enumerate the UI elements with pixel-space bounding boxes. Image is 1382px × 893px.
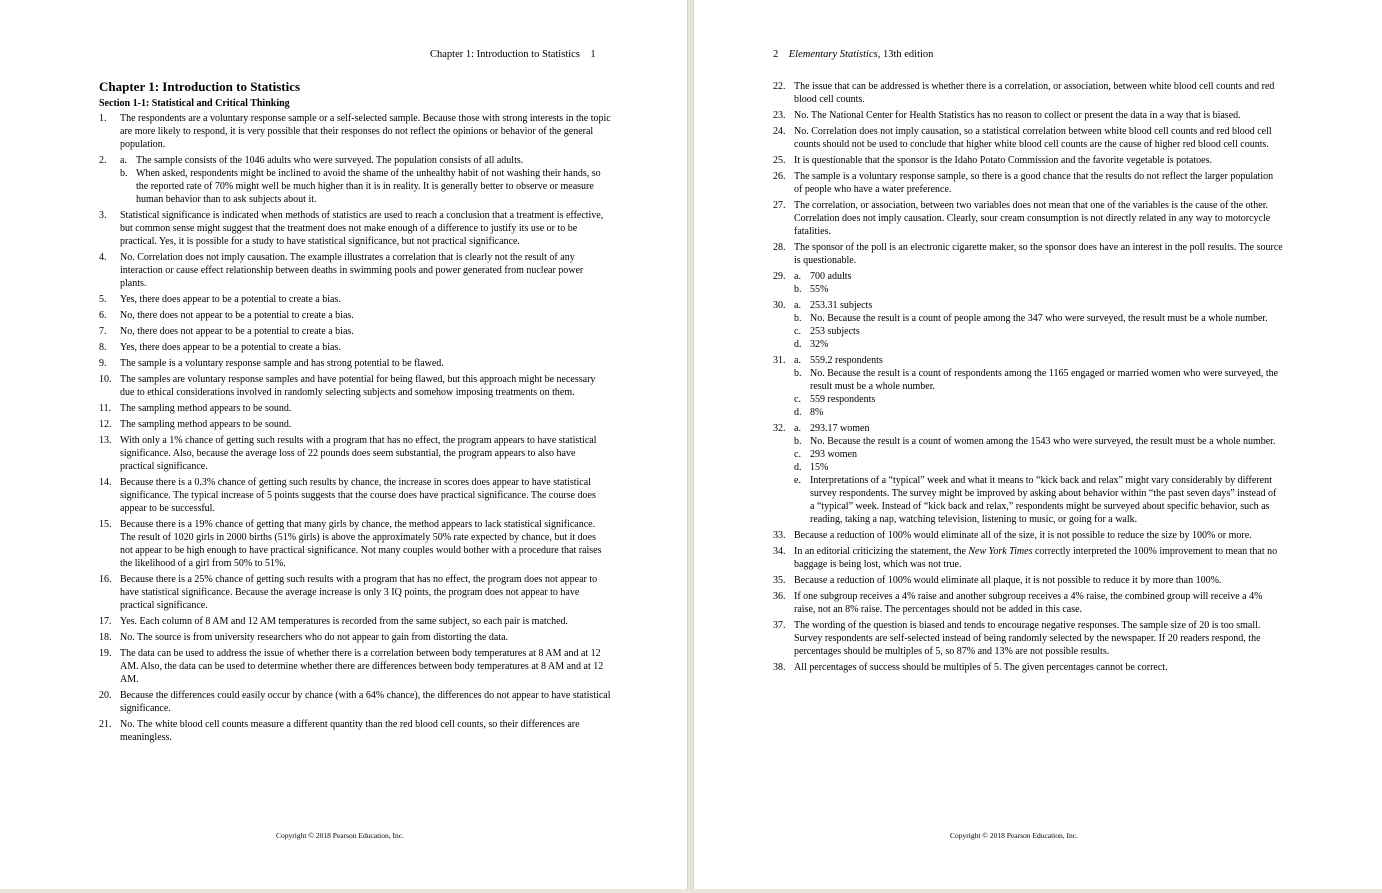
item-text: Yes, there does appear to be a potential to create a bias. <box>120 294 341 305</box>
item-number: 36. <box>773 591 786 602</box>
sub-item <box>794 448 1283 461</box>
item-text: Yes, there does appear to be a potential to create a bias. <box>120 342 341 353</box>
publication-title: New York Times <box>968 546 1033 557</box>
sub-item-text: 32% <box>810 339 829 350</box>
sub-item-text: 700 adults <box>810 271 852 282</box>
item-number: 31. <box>773 355 786 366</box>
list-item <box>773 299 1283 351</box>
sub-item-text: The sample consists of the 1046 adults who were surveyed. The population consists of all adults. <box>136 155 524 166</box>
item-text: The sample is a voluntary response sample and has strong potential to be flawed. <box>120 358 444 369</box>
item-text: No. The white blood cell counts measure a different quantity than the red blood cell counts, so their differences are meaningless. <box>120 719 580 743</box>
sub-item-label: c. <box>794 326 801 337</box>
list-item <box>99 718 611 744</box>
list-item <box>99 373 611 399</box>
sub-item-text: When asked, respondents might be inclined to avoid the shame of the unhealthy habit of not washing their hands, so the reported rate of 70% might well be much higher than it is in reality. It is generally better to observe or measure human behavior than to ask subjects about it. <box>136 168 601 205</box>
sub-item-text: 55% <box>810 284 829 295</box>
list-item <box>99 418 611 431</box>
sub-item <box>794 270 1283 283</box>
sub-item-text: 559.2 respondents <box>810 355 883 366</box>
list-item <box>99 402 611 415</box>
sub-item-text: 253.31 subjects <box>810 300 873 311</box>
item-number: 13. <box>99 435 112 446</box>
chapter-title: Chapter 1: Introduction to Statistics <box>99 79 301 94</box>
item-text: No. Correlation does not imply causation, so a statistical correlation between white blood cell counts and red blood cell counts should not be used to conclude that higher white blood cell counts are the cause of higher red blood cell counts. <box>794 126 1272 150</box>
item-number: 35. <box>773 575 786 586</box>
edition: , 13th edition <box>877 49 934 60</box>
left-page <box>0 0 687 893</box>
list-item <box>773 354 1283 419</box>
item-number: 6. <box>99 310 107 321</box>
sub-item-label: b. <box>120 168 128 179</box>
item-text <box>794 546 1277 570</box>
list-item <box>99 434 611 473</box>
item-text: No, there does not appear to be a potential to create a bias. <box>120 326 354 337</box>
list-item <box>773 590 1283 616</box>
item-number: 28. <box>773 242 786 253</box>
list-item <box>99 112 611 151</box>
sub-item-label: c. <box>794 449 801 460</box>
exercise-list <box>773 80 1283 674</box>
item-number: 11. <box>99 403 112 414</box>
item-text: The correlation, or association, between two variables does not mean that one of the variables is the cause of the other. Correlation does not imply causation. Clearly, sour cream consumption is not directly related in any way to motorcycle fatalities. <box>794 200 1271 237</box>
list-item <box>99 293 611 306</box>
item-number: 15. <box>99 519 112 530</box>
list-item <box>99 647 611 686</box>
item-text: All percentages of success should be multiples of 5. The given percentages cannot be correct. <box>794 662 1168 673</box>
list-item <box>99 631 611 644</box>
sub-item <box>794 367 1283 393</box>
item-number: 21. <box>99 719 112 730</box>
bottom-edge <box>0 889 1382 893</box>
sub-item-label: d. <box>794 462 802 473</box>
sub-item <box>794 325 1283 338</box>
item-number: 9. <box>99 358 107 369</box>
item-number: 14. <box>99 477 112 488</box>
page-content <box>773 80 1283 677</box>
sub-item <box>794 299 1283 312</box>
item-text: No. The source is from university researchers who do not appear to gain from distorting the data. <box>120 632 509 643</box>
item-text: No, there does not appear to be a potential to create a bias. <box>120 310 354 321</box>
item-number: 27. <box>773 200 786 211</box>
sub-item-label: c. <box>794 394 801 405</box>
sub-item <box>794 461 1283 474</box>
sub-item-label: b. <box>794 284 802 295</box>
list-item <box>773 529 1283 542</box>
sub-item-label: a. <box>120 155 127 166</box>
item-number: 17. <box>99 616 112 627</box>
sub-item-label: a. <box>794 271 801 282</box>
sub-item-text: 8% <box>810 407 824 418</box>
item-number: 33. <box>773 530 786 541</box>
page-content <box>99 78 611 747</box>
list-item <box>99 518 611 570</box>
list-item <box>773 422 1283 526</box>
book-title: Elementary Statistics <box>788 49 878 60</box>
sub-item-text: 293 women <box>810 449 857 460</box>
item-number: 12. <box>99 419 112 430</box>
list-item <box>99 615 611 628</box>
sub-item-text: No. Because the result is a count of respondents among the 1165 engaged or married women who were surveyed, the result must be a whole number. <box>810 368 1279 392</box>
list-item <box>99 573 611 612</box>
item-text: Statistical significance is indicated when methods of statistics are used to reach a conclusion that a treatment is effective, but common sense might suggest that the treatment does not make enough of a difference to justify its use or to be practical. Yes, it is possible for a study to have statistical significance, but not practical significance. <box>120 210 604 247</box>
sub-item-label: d. <box>794 407 802 418</box>
item-text: No. Correlation does not imply causation. The example illustrates a correlation that is clearly not the result of any interaction or cause effect relationship between deaths in swimming pools and power generated from nuclear power plants. <box>120 252 584 289</box>
list-item <box>773 154 1283 167</box>
list-item <box>773 619 1283 658</box>
item-number: 20. <box>99 690 112 701</box>
item-text: It is questionable that the sponsor is the Idaho Potato Commission and the favorite vegetable is potatoes. <box>794 155 1212 166</box>
item-text: Because there is a 25% chance of getting such results with a program that has no effect, the program does not appear to have statistical significance. Because the average increase is only 3 IQ points, the program does not appear to have practical significance. <box>120 574 598 611</box>
item-text: With only a 1% chance of getting such results with a program that has no effect, the program appears to have statistical significance. Also, because the average loss of 22 pounds does seem substantial, the program appears to also have practical significance. <box>120 435 597 472</box>
list-item <box>773 125 1283 151</box>
list-item <box>773 270 1283 296</box>
item-number: 25. <box>773 155 786 166</box>
section-title: Section 1-1: Statistical and Critical Thinking <box>99 98 290 109</box>
item-text: The data can be used to address the issue of whether there is a correlation between body temperatures at 8 AM and at 12 AM. Also, the data can be used to determine whether there are differences between body temperatures at 8 AM and at 12 AM. <box>120 648 604 685</box>
list-item <box>99 325 611 338</box>
page-gutter <box>687 0 694 893</box>
list-item <box>99 357 611 370</box>
item-text: Yes. Each column of 8 AM and 12 AM temperatures is recorded from the same subject, so each pair is matched. <box>120 616 569 627</box>
item-number: 22. <box>773 81 786 92</box>
list-item <box>773 170 1283 196</box>
sub-item-label: e. <box>794 475 801 486</box>
page-number: 2 <box>773 49 779 60</box>
item-text-part: In an editorial criticizing the statement, the <box>794 546 969 557</box>
sub-item-label: a. <box>794 423 801 434</box>
sub-item <box>794 283 1283 296</box>
sub-item-text: No. Because the result is a count of women among the 1543 who were surveyed, the result must be a whole number. <box>810 436 1276 447</box>
item-text: The sponsor of the poll is an electronic cigarette maker, so the sponsor does have an interest in the poll results. The source is questionable. <box>794 242 1283 266</box>
list-item <box>99 341 611 354</box>
item-text: No. The National Center for Health Statistics has no reason to collect or present the data in a way that is biased. <box>794 110 1241 121</box>
item-text: Because there is a 0.3% chance of getting such results by chance, the increase in scores does appear to have statistical significance. The typical increase of 5 points suggests that the course does have practical significance. The course does appear to be successful. <box>120 477 596 514</box>
sub-item <box>794 393 1283 406</box>
sub-item-label: b. <box>794 313 802 324</box>
sub-item <box>120 154 611 167</box>
item-number: 24. <box>773 126 786 137</box>
item-number: 2. <box>99 155 107 166</box>
sub-item-label: d. <box>794 339 802 350</box>
exercise-list <box>99 112 611 744</box>
item-text: The issue that can be addressed is whether there is a correlation, or association, between white blood cell counts and red blood cell counts. <box>794 81 1275 105</box>
item-number: 37. <box>773 620 786 631</box>
sub-item-label: a. <box>794 355 801 366</box>
list-item <box>773 199 1283 238</box>
item-number: 26. <box>773 171 786 182</box>
item-number: 19. <box>99 648 112 659</box>
sub-item-text: 293.17 women <box>810 423 870 434</box>
sub-item <box>794 312 1283 325</box>
item-number: 4. <box>99 252 107 263</box>
item-number: 8. <box>99 342 107 353</box>
right-page <box>694 0 1382 893</box>
item-number: 1. <box>99 113 107 124</box>
item-text: Because a reduction of 100% would eliminate all of the size, it is not possible to reduce the size by 100% or more. <box>794 530 1252 541</box>
sub-item <box>794 422 1283 435</box>
sub-item-label: a. <box>794 300 801 311</box>
sub-item-text: 559 respondents <box>810 394 876 405</box>
sub-item-text: 253 subjects <box>810 326 860 337</box>
sub-item <box>794 435 1283 448</box>
item-text: The respondents are a voluntary response sample or a self-selected sample. Because those with strong interests in the topic are more likely to respond, it is very possible that their responses do not reflect the opinions or behavior of the general population. <box>120 113 611 150</box>
running-head: Chapter 1: Introduction to Statistics 1 <box>430 49 596 60</box>
item-text-part: correctly interpreted the 100% improvement to mean that no baggage is being lost, which was not true. <box>794 546 1278 570</box>
list-item <box>773 109 1283 122</box>
list-item <box>773 241 1283 267</box>
sub-item <box>794 354 1283 367</box>
item-number: 32. <box>773 423 786 434</box>
item-number: 5. <box>99 294 107 305</box>
item-text: If one subgroup receives a 4% raise and another subgroup receives a 4% raise, the combined group will receive a 4% raise, not an 8% raise. The percentages should not be added in this case. <box>794 591 1263 615</box>
sub-item <box>794 474 1283 526</box>
item-number: 18. <box>99 632 112 643</box>
item-number: 30. <box>773 300 786 311</box>
list-item <box>773 545 1283 571</box>
sub-item-label: b. <box>794 436 802 447</box>
sub-item-text: Interpretations of a “typical” week and what it means to “kick back and relax” might vary considerably by different survey respondents. The survey might be improved by asking about behavior within “the past seven days” instead of a “typical” week. Instead of “kick back and relax,” respondents might be surveyed about specific behavior, such as reading, taking a nap, watching television, listening to music, or going for a walk. <box>810 475 1277 525</box>
item-text: The sampling method appears to be sound. <box>120 419 292 430</box>
sub-item-text: No. Because the result is a count of people among the 347 who were surveyed, the result must be a whole number. <box>810 313 1268 324</box>
item-number: 38. <box>773 662 786 673</box>
list-item <box>99 476 611 515</box>
item-text: Because a reduction of 100% would eliminate all plaque, it is not possible to reduce it by more than 100%. <box>794 575 1222 586</box>
list-item <box>773 80 1283 106</box>
list-item <box>99 689 611 715</box>
item-number: 7. <box>99 326 107 337</box>
sub-item <box>794 338 1283 351</box>
list-item <box>773 661 1283 674</box>
item-text: The sampling method appears to be sound. <box>120 403 292 414</box>
item-text: The wording of the question is biased and tends to encourage negative responses. The sample size of 20 is too small. Survey respondents are self-selected instead of being randomly selected by the newspaper. If 20 readers respond, the percentages should be multiples of 5, so 87% and 13% are not possible results. <box>794 620 1261 657</box>
item-number: 29. <box>773 271 786 282</box>
list-item <box>99 309 611 322</box>
item-text: The samples are voluntary response samples and have potential for being flawed, but this approach might be necessary due to ethical considerations involved in randomly selecting subjects and somehow imposing treatments on them. <box>120 374 596 398</box>
item-text: The sample is a voluntary response sample, so there is a good chance that the results do not reflect the larger population of people who have a water preference. <box>794 171 1274 195</box>
list-item <box>99 154 611 206</box>
list-item <box>99 209 611 248</box>
sub-item <box>120 167 611 206</box>
running-head <box>773 49 933 60</box>
copyright-footer: Copyright © 2018 Pearson Education, Inc. <box>276 831 404 840</box>
item-number: 23. <box>773 110 786 121</box>
list-item <box>99 251 611 290</box>
copyright-footer: Copyright © 2018 Pearson Education, Inc. <box>950 831 1078 840</box>
item-text: Because there is a 19% chance of getting that many girls by chance, the method appears to lack statistical significance. The result of 1020 girls in 2000 births (51% girls) is above the approximately 50% rate expected by chance, but it does not appear to be high enough to have practical significance. Not many couples would bother with a procedure that raises the likelihood of a girl from 50% to 51%. <box>120 519 602 569</box>
item-number: 34. <box>773 546 786 557</box>
item-number: 16. <box>99 574 112 585</box>
item-text: Because the differences could easily occur by chance (with a 64% chance), the differences do not appear to have statistical significance. <box>120 690 611 714</box>
item-number: 10. <box>99 374 112 385</box>
sub-item-text: 15% <box>810 462 829 473</box>
sub-item <box>794 406 1283 419</box>
sub-item-label: b. <box>794 368 802 379</box>
item-number: 3. <box>99 210 107 221</box>
list-item <box>773 574 1283 587</box>
